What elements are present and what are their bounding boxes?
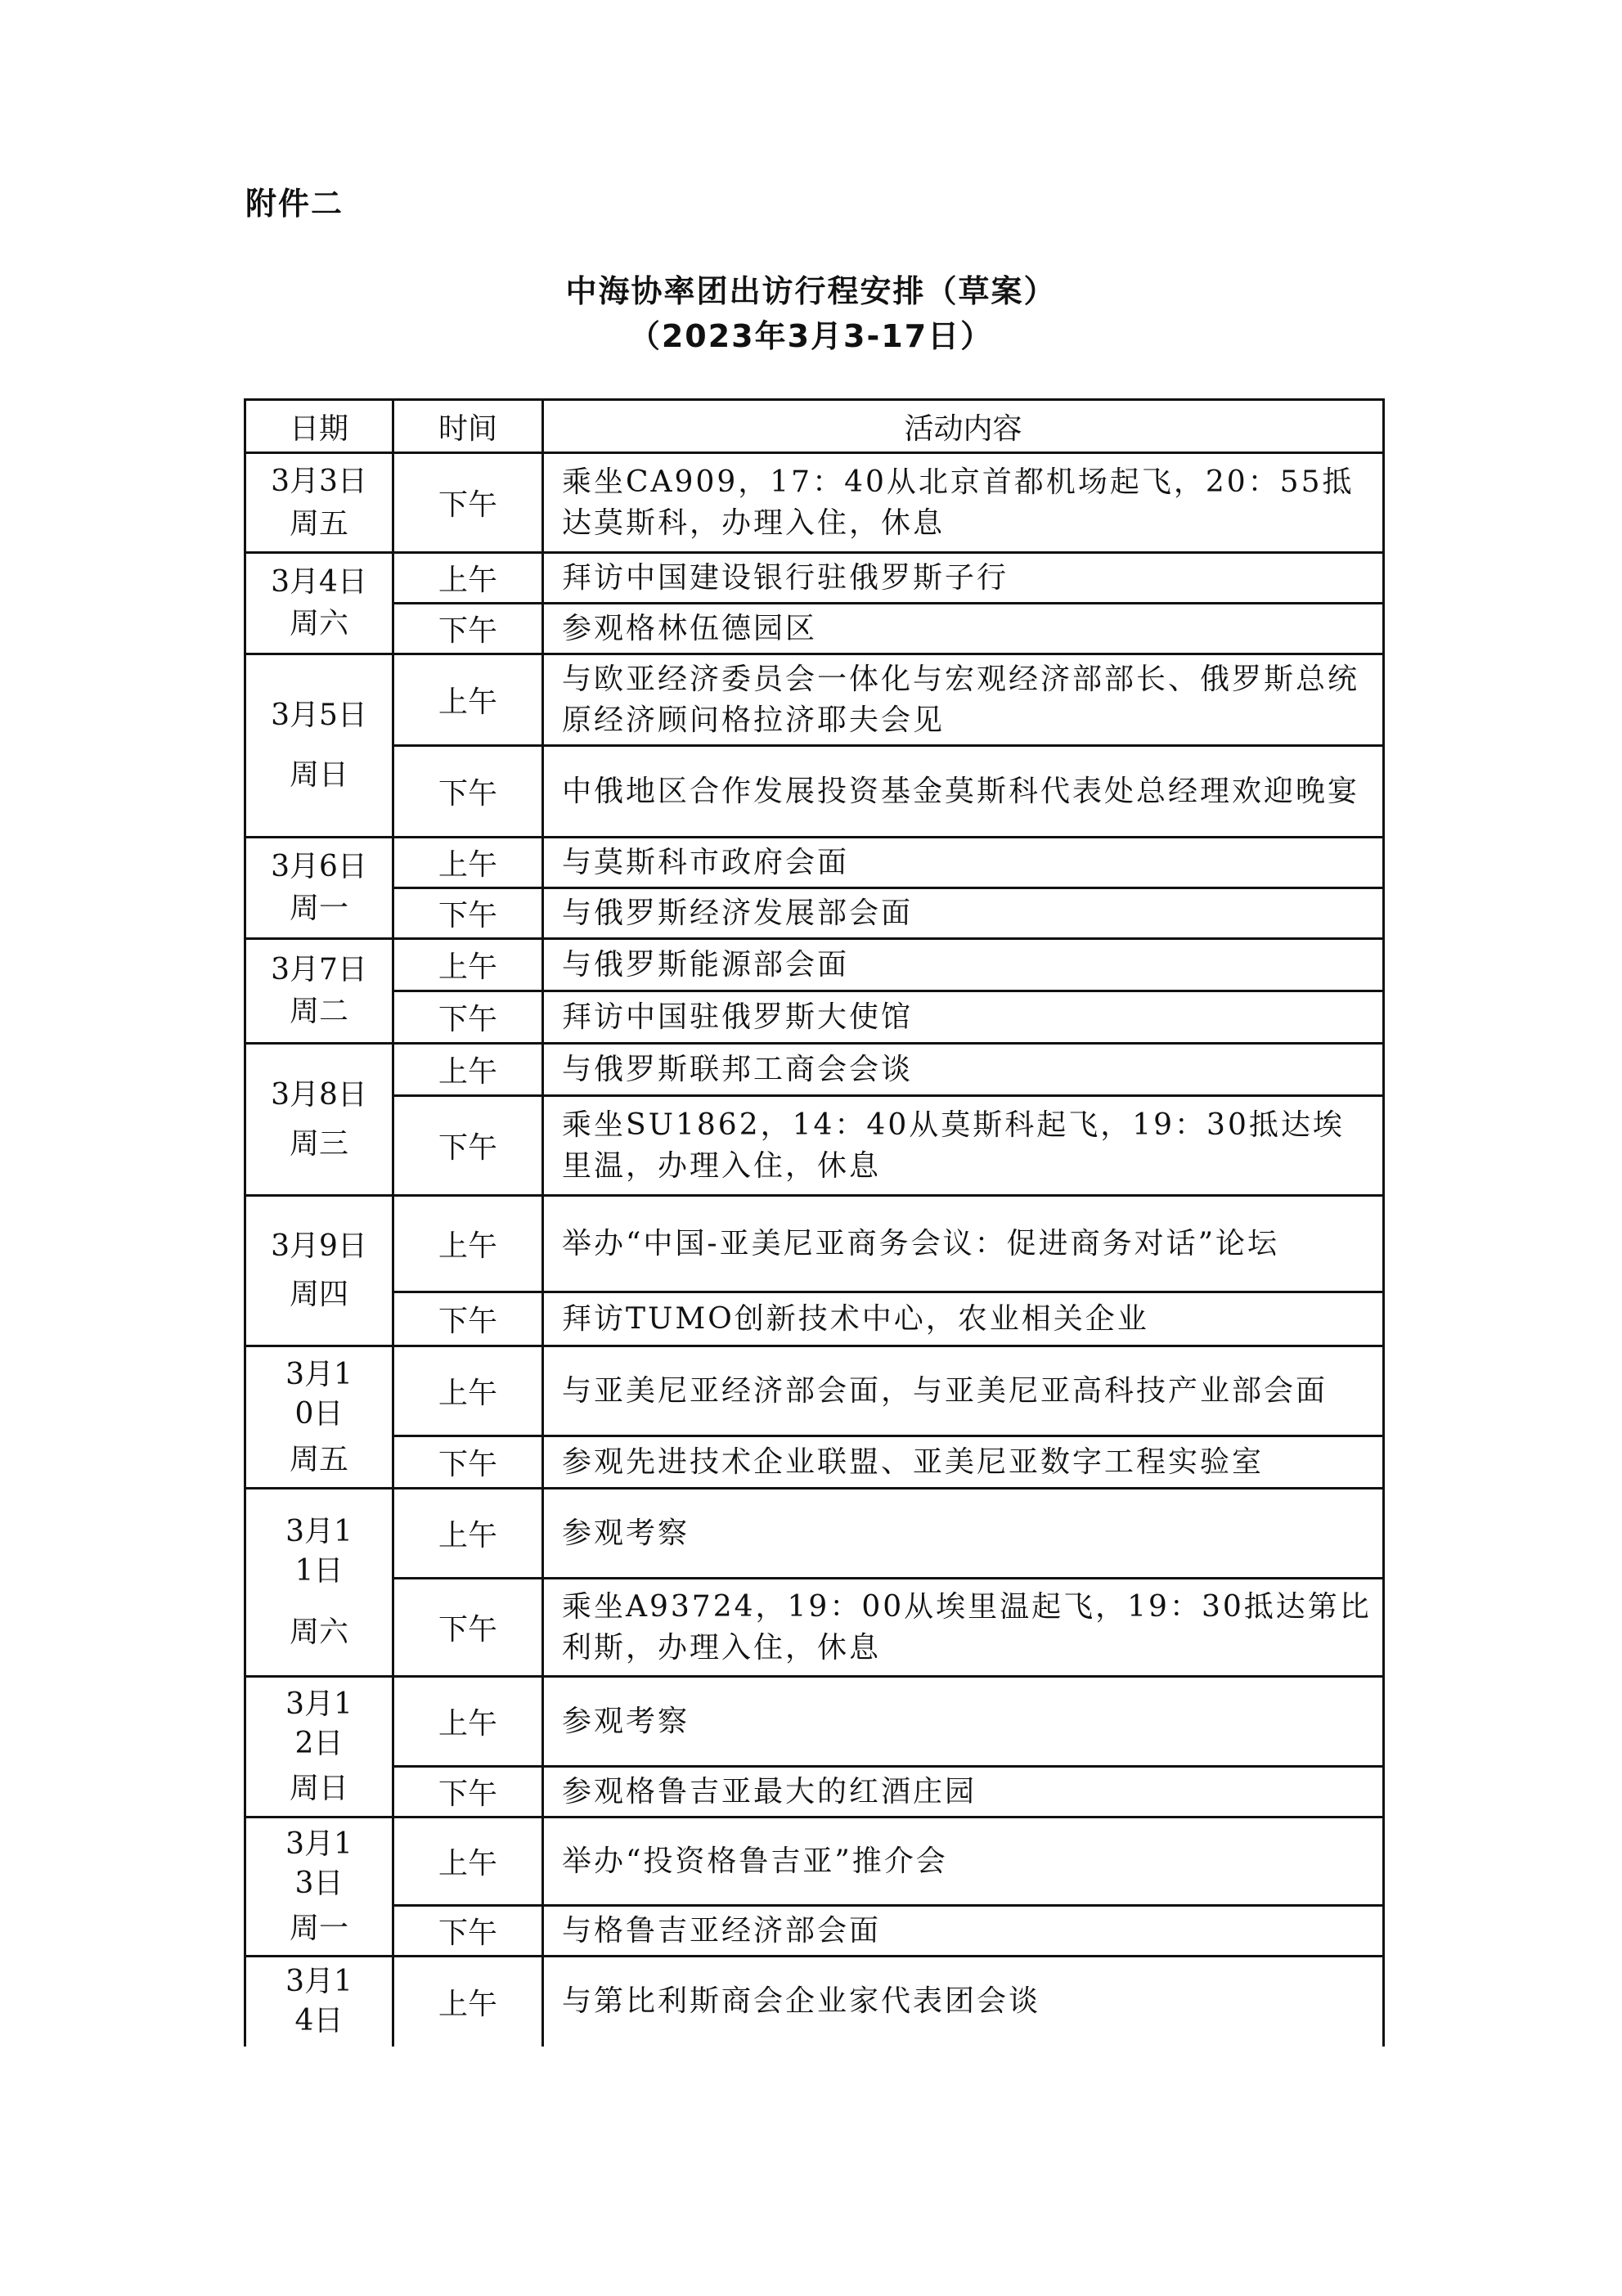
header-time: 时间	[393, 400, 543, 453]
itinerary-table	[244, 398, 1385, 2047]
date-text: 3月6日	[271, 850, 367, 884]
table-row	[245, 1579, 1384, 1677]
date-text: 3月10日	[285, 1357, 353, 1431]
table-row	[245, 453, 1384, 553]
activity-cell: 拜访TUMO创新技术中心，农业相关企业	[543, 1292, 1384, 1346]
activity-cell: 与俄罗斯联邦工商会会谈	[543, 1044, 1384, 1096]
date-cell	[245, 1489, 393, 1677]
date-cell	[245, 939, 393, 1044]
time-cell: 上午	[393, 1489, 543, 1579]
table-row	[245, 1817, 1384, 1906]
date-text: 3月3日	[271, 464, 367, 498]
activity-cell: 举办“投资格鲁吉亚”推介会	[543, 1817, 1384, 1906]
weekday-text: 周一	[289, 1911, 348, 1945]
time-cell: 下午	[393, 1096, 543, 1196]
weekday-text: 周三	[289, 1126, 348, 1161]
activity-cell: 与亚美尼亚经济部会面，与亚美尼亚高科技产业部会面	[543, 1346, 1384, 1436]
time-cell: 上午	[393, 1346, 543, 1436]
time-cell: 上午	[393, 1817, 543, 1906]
time-cell: 下午	[393, 453, 543, 553]
document-title: 中海协率团出访行程安排（草案）	[565, 273, 1057, 309]
table-row	[245, 1489, 1384, 1579]
time-cell: 下午	[393, 746, 543, 838]
activity-cell: 参观格林伍德园区	[543, 604, 1384, 654]
activity-cell: 参观考察	[543, 1677, 1384, 1767]
table-row	[245, 1196, 1384, 1292]
weekday-text: 周五	[289, 1442, 348, 1476]
weekday-text: 周二	[289, 994, 348, 1028]
date-cell	[245, 1957, 393, 2047]
weekday-text: 周六	[289, 1615, 348, 1649]
date-cell	[245, 1196, 393, 1346]
table-row	[245, 888, 1384, 939]
table-row	[245, 991, 1384, 1044]
activity-cell: 拜访中国建设银行驻俄罗斯子行	[543, 553, 1384, 604]
time-cell: 下午	[393, 991, 543, 1044]
time-cell: 上午	[393, 1677, 543, 1767]
table-row	[245, 1906, 1384, 1957]
activity-cell: 乘坐SU1862，14：40从莫斯科起飞，19：30抵达埃里温，办理入住，休息	[543, 1096, 1384, 1196]
table-row	[245, 654, 1384, 746]
date-text: 3月7日	[271, 953, 367, 987]
time-cell: 下午	[393, 1292, 543, 1346]
date-cell	[245, 553, 393, 654]
date-text: 3月5日	[271, 699, 367, 733]
activity-cell: 与莫斯科市政府会面	[543, 838, 1384, 888]
date-text: 3月13日	[285, 1827, 353, 1901]
table-row	[245, 1677, 1384, 1767]
time-cell: 下午	[393, 1436, 543, 1489]
table-row	[245, 1957, 1384, 2047]
time-cell: 下午	[393, 604, 543, 654]
table-row	[245, 838, 1384, 888]
date-cell	[245, 1817, 393, 1957]
date-cell	[245, 654, 393, 838]
time-cell: 下午	[393, 1906, 543, 1957]
date-text: 3月14日	[285, 1965, 353, 2038]
activity-cell: 拜访中国驻俄罗斯大使馆	[543, 991, 1384, 1044]
weekday-text: 周一	[289, 891, 348, 925]
activity-cell: 举办“中国-亚美尼亚商务会议：促进商务对话”论坛	[543, 1196, 1384, 1292]
activity-cell: 中俄地区合作发展投资基金莫斯科代表处总经理欢迎晚宴	[543, 746, 1384, 838]
activity-cell: 与欧亚经济委员会一体化与宏观经济部部长、俄罗斯总统原经济顾问格拉济耶夫会见	[543, 654, 1384, 746]
activity-cell: 乘坐CA909，17：40从北京首都机场起飞，20：55抵达莫斯科，办理入住，休息	[543, 453, 1384, 553]
header-activity: 活动内容	[543, 400, 1384, 453]
activity-cell: 与俄罗斯能源部会面	[543, 939, 1384, 991]
date-cell	[245, 1677, 393, 1817]
date-text: 3月9日	[271, 1229, 367, 1263]
date-cell	[245, 1044, 393, 1196]
time-cell: 上午	[393, 1196, 543, 1292]
weekday-text: 周日	[289, 757, 348, 792]
time-cell: 下午	[393, 1767, 543, 1817]
table-row	[245, 1096, 1384, 1196]
date-cell	[245, 838, 393, 939]
time-cell: 上午	[393, 939, 543, 991]
table-row	[245, 1346, 1384, 1436]
table-row	[245, 939, 1384, 991]
date-text: 3月11日	[285, 1515, 353, 1588]
header-date: 日期	[245, 400, 393, 453]
document-subtitle: （2023年3月3-17日）	[628, 318, 994, 354]
table-row	[245, 1044, 1384, 1096]
date-text: 3月4日	[271, 565, 367, 600]
activity-cell: 与俄罗斯经济发展部会面	[543, 888, 1384, 939]
time-cell: 上午	[393, 1957, 543, 2047]
time-cell: 下午	[393, 888, 543, 939]
activity-cell: 与格鲁吉亚经济部会面	[543, 1906, 1384, 1957]
table-row	[245, 604, 1384, 654]
weekday-text: 周六	[289, 606, 348, 640]
activity-cell: 参观格鲁吉亚最大的红酒庄园	[543, 1767, 1384, 1817]
time-cell: 上午	[393, 654, 543, 746]
table-row	[245, 553, 1384, 604]
activity-cell: 乘坐A93724，19：00从埃里温起飞，19：30抵达第比利斯，办理入住，休息	[543, 1579, 1384, 1677]
table-header-row	[245, 400, 1384, 453]
table-row	[245, 1436, 1384, 1489]
time-cell: 下午	[393, 1579, 543, 1677]
time-cell: 上午	[393, 1044, 543, 1096]
table-row	[245, 1767, 1384, 1817]
weekday-text: 周四	[289, 1278, 348, 1312]
activity-cell: 与第比利斯商会企业家代表团会谈	[543, 1957, 1384, 2047]
time-cell: 上午	[393, 553, 543, 604]
attachment-label: 附件二	[245, 186, 344, 222]
date-text: 3月8日	[271, 1077, 367, 1112]
weekday-text: 周日	[289, 1772, 348, 1806]
table-row	[245, 1292, 1384, 1346]
weekday-text: 周五	[289, 506, 348, 541]
date-cell	[245, 1346, 393, 1489]
activity-cell: 参观考察	[543, 1489, 1384, 1579]
date-cell	[245, 453, 393, 553]
time-cell: 上午	[393, 838, 543, 888]
itinerary-body	[245, 453, 1384, 2047]
activity-cell: 参观先进技术企业联盟、亚美尼亚数字工程实验室	[543, 1436, 1384, 1489]
date-text: 3月12日	[285, 1687, 353, 1760]
table-row	[245, 746, 1384, 838]
